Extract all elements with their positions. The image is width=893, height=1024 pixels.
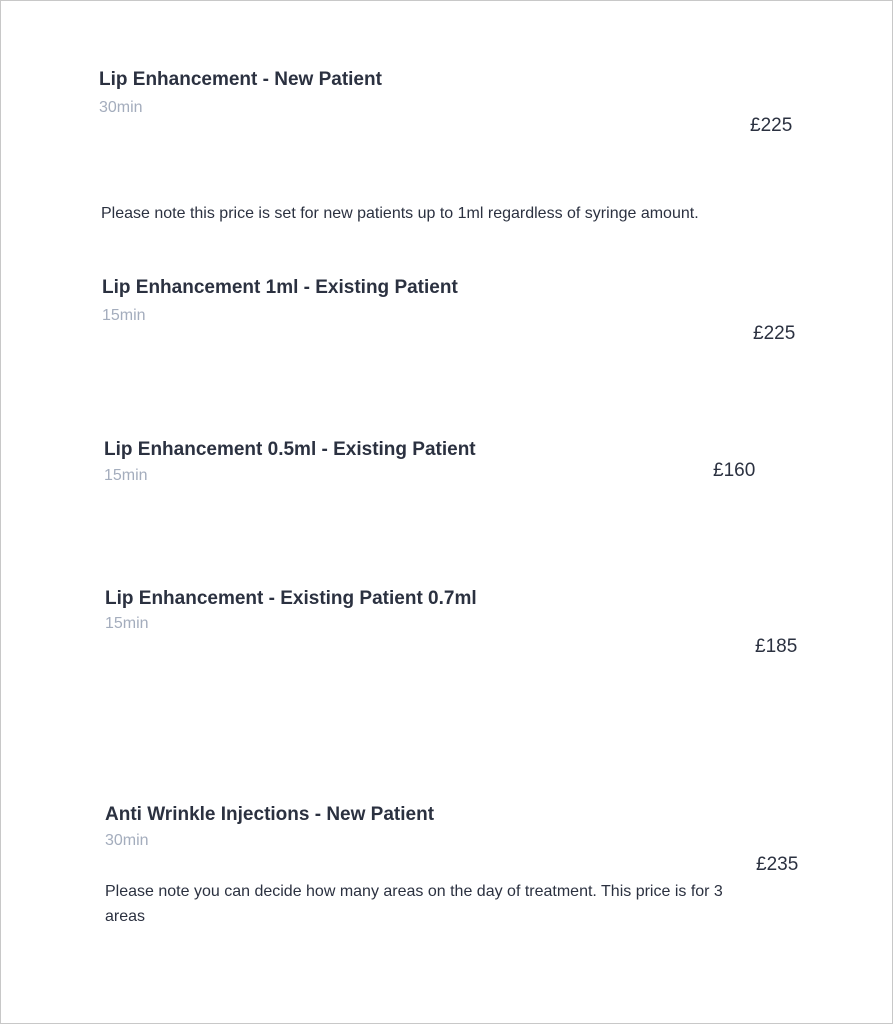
service-price: £235 [756, 854, 799, 875]
service-note-line: areas [105, 908, 146, 925]
service-title: Lip Enhancement - Existing Patient 0.7ml [105, 588, 477, 609]
service-note-line: Please note you can decide how many areas on the day of treatment. This price is for 3 [105, 883, 723, 900]
service-title: Lip Enhancement 1ml - Existing Patient [102, 277, 458, 298]
service-duration: 15min [104, 467, 148, 484]
service-price: £225 [753, 323, 796, 344]
service-title: Lip Enhancement 0.5ml - Existing Patient [104, 439, 476, 460]
service-duration: 15min [105, 615, 149, 632]
service-title: Lip Enhancement - New Patient [99, 69, 382, 90]
service-price: £185 [755, 636, 798, 657]
service-duration: 30min [105, 832, 149, 849]
service-duration: 15min [102, 307, 146, 324]
service-note: Please note this price is set for new patients up to 1ml regardless of syringe amount. [101, 205, 699, 222]
service-price: £160 [713, 460, 756, 481]
service-title: Anti Wrinkle Injections - New Patient [105, 804, 435, 825]
service-price: £225 [750, 115, 793, 136]
service-duration: 30min [99, 99, 143, 116]
